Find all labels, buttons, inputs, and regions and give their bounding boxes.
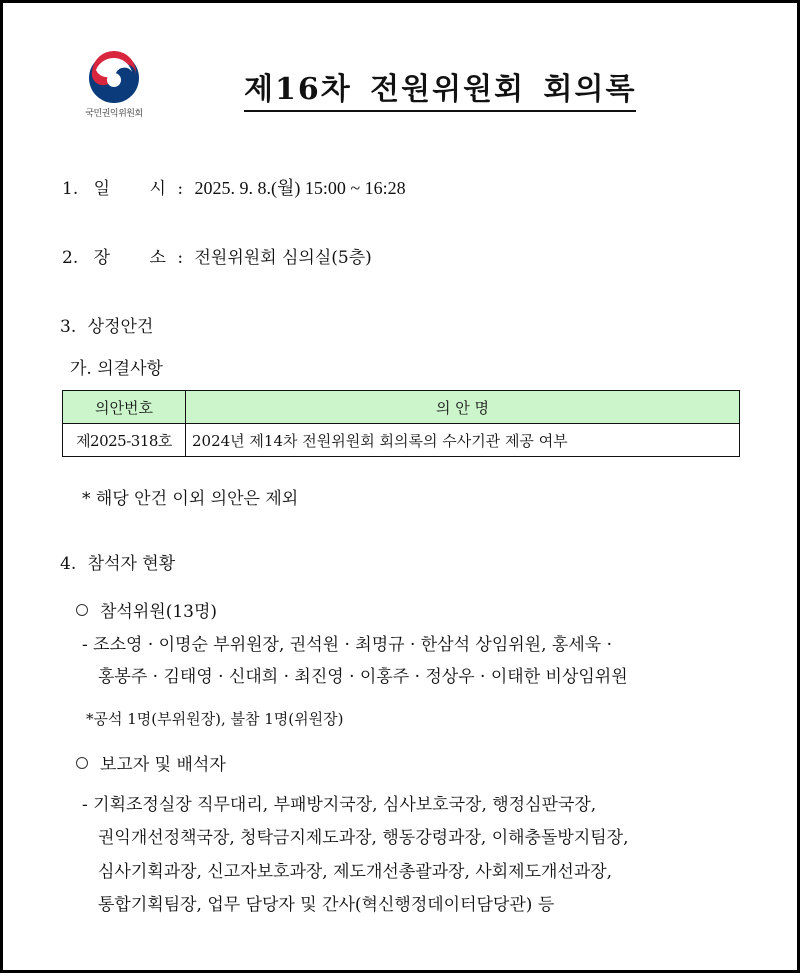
datetime-value: 2025. 9. 8.(월) 15:00 ~ 16:28 — [194, 178, 406, 198]
section-number: 2. — [62, 248, 79, 268]
reporters-title-row — [76, 750, 226, 775]
reporters-line: - 기획조정실장 직무대리, 부패방지국장, 심사보호국장, 행정심판국장, — [82, 795, 597, 815]
reporters-title: 보고자 및 배석자 — [100, 755, 226, 775]
members-title: 참석위원(13명) — [100, 602, 218, 622]
agenda-heading — [60, 312, 153, 337]
reporters-line: 권익개선정책국장, 청탁금지제도과장, 행동강령과장, 이해충돌방지팀장, — [98, 828, 629, 848]
members-title-row — [76, 597, 217, 622]
column-header: 의안번호 — [63, 391, 186, 424]
section-number: 4. — [60, 554, 77, 574]
document-title: 제16차 전원위원회 회의록 — [244, 64, 636, 112]
circle-bullet-icon — [76, 604, 88, 616]
separator: : — [177, 248, 184, 268]
org-name: 국민권익위원회 — [85, 109, 143, 119]
table-row — [63, 424, 740, 457]
section-number: 3. — [60, 317, 77, 337]
table-header-row — [63, 391, 740, 424]
agenda-note: * 해당 안건 이외 의안은 제외 — [82, 489, 299, 509]
section-title: 상정안건 — [87, 317, 154, 337]
datetime-row — [62, 174, 406, 200]
members-line: - 조소영 · 이명순 부위원장, 권석원 · 최명규 · 한삼석 상임위원, 홍세욱 · — [82, 635, 612, 655]
label-left: 일 — [93, 179, 111, 199]
place-value: 전원위원회 심의실(5층) — [194, 248, 372, 268]
place-row — [62, 243, 372, 268]
reporters-line: 심사기획과장, 신고자보호과장, 제도개선총괄과장, 사회제도개선과장, — [98, 862, 613, 882]
label-left: 장 — [93, 248, 111, 268]
label-right: 시 — [149, 179, 166, 199]
section-title: 참석자 현황 — [87, 554, 176, 574]
section-number: 1. — [62, 179, 79, 199]
circle-bullet-icon — [76, 757, 88, 769]
agenda-table — [62, 390, 740, 457]
agenda-title-cell: 2024년 제14차 전원위원회 회의록의 수사기관 제공 여부 — [186, 424, 740, 457]
column-header: 의 안 명 — [186, 391, 740, 424]
label-right: 소 — [149, 248, 166, 268]
agenda-subheading: 가. 의결사항 — [70, 359, 163, 379]
taegeuk-logo-icon — [86, 50, 142, 106]
members-line: 홍봉주 · 김태영 · 신대희 · 최진영 · 이홍주 · 정상우 · 이태한 비상임위원 — [98, 667, 628, 687]
attendees-heading — [60, 549, 175, 574]
logo — [74, 50, 154, 122]
members-note: *공석 1명(부위원장), 불참 1명(위원장) — [86, 710, 344, 728]
agenda-number-cell: 제2025-318호 — [63, 424, 186, 457]
reporters-line: 통합기획팀장, 업무 담당자 및 간사(혁신행정데이터담당관) 등 — [98, 895, 555, 915]
separator: : — [177, 179, 184, 199]
